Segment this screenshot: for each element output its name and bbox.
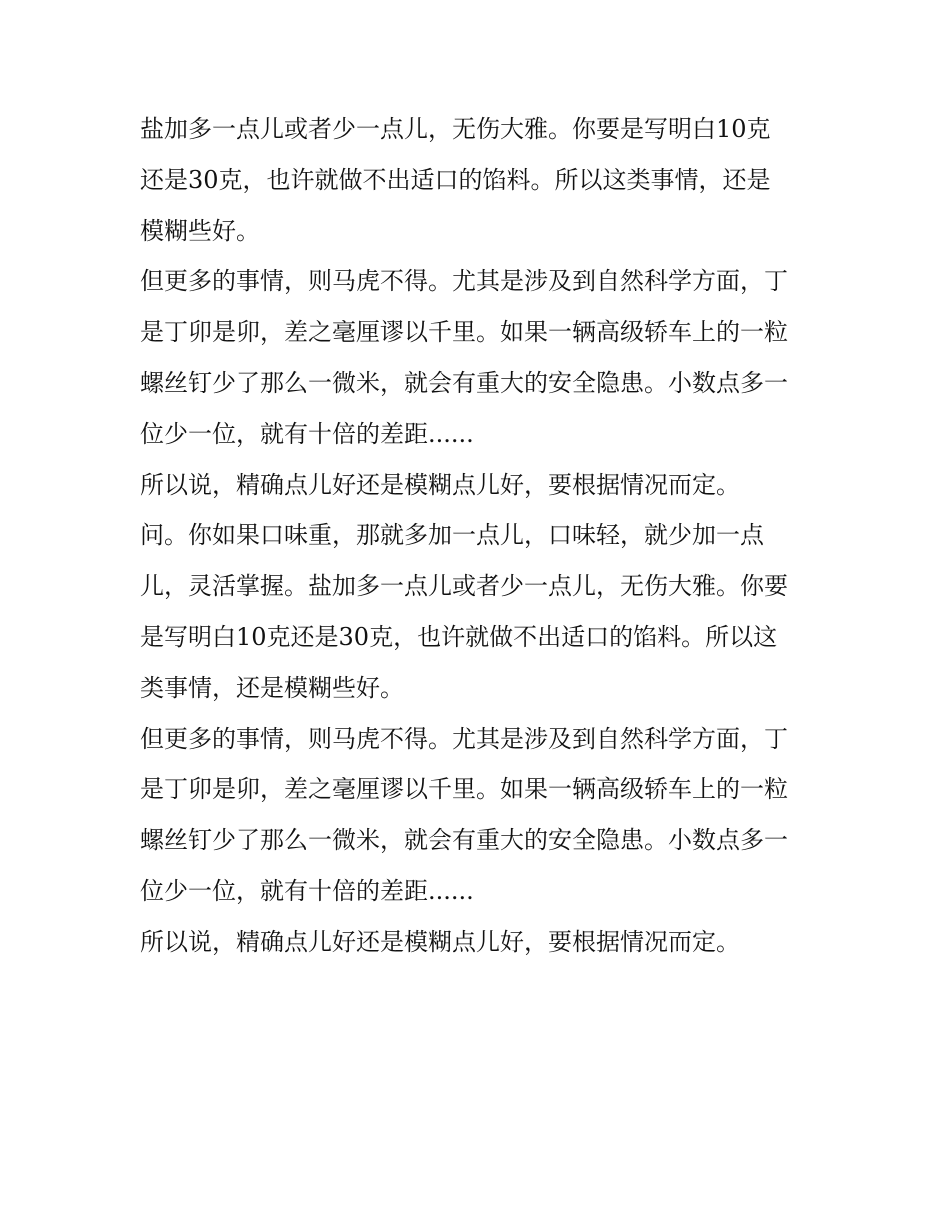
- text-line: 还是30克，也许就做不出适口的馅料。所以这类事情，还是: [140, 165, 771, 194]
- text-line: 位少一位，就有十倍的差距......: [140, 419, 474, 448]
- text-line: 是写明白10克还是30克，也许就做不出适口的馅料。所以这: [140, 622, 778, 651]
- text-line: 是丁卯是卯，差之毫厘谬以千里。如果一辆高级轿车上的一粒: [140, 775, 788, 804]
- text-line: 所以说，精确点儿好还是模糊点儿好，要根据情况而定。: [140, 927, 740, 956]
- text-line: 但更多的事情，则马虎不得。尤其是涉及到自然科学方面，丁: [140, 267, 788, 296]
- text-line: 模糊些好。: [140, 216, 260, 245]
- text-line: 位少一位，就有十倍的差距......: [140, 876, 474, 905]
- text-line: 但更多的事情，则马虎不得。尤其是涉及到自然科学方面，丁: [140, 724, 788, 753]
- text-line: 类事情，还是模糊些好。: [140, 673, 404, 702]
- document-text: [140, 104, 820, 968]
- text-line: 是丁卯是卯，差之毫厘谬以千里。如果一辆高级轿车上的一粒: [140, 318, 788, 347]
- text-line: 螺丝钉少了那么一微米，就会有重大的安全隐患。小数点多一: [140, 826, 788, 855]
- text-line: 螺丝钉少了那么一微米，就会有重大的安全隐患。小数点多一: [140, 368, 788, 397]
- text-line: 问。你如果口味重，那就多加一点儿，口味轻，就少加一点: [140, 521, 764, 550]
- text-line: 所以说，精确点儿好还是模糊点儿好，要根据情况而定。: [140, 470, 740, 499]
- text-line: 儿，灵活掌握。盐加多一点儿或者少一点儿，无伤大雅。你要: [140, 572, 788, 601]
- text-line: 盐加多一点儿或者少一点儿，无伤大雅。你要是写明白10克: [140, 115, 771, 143]
